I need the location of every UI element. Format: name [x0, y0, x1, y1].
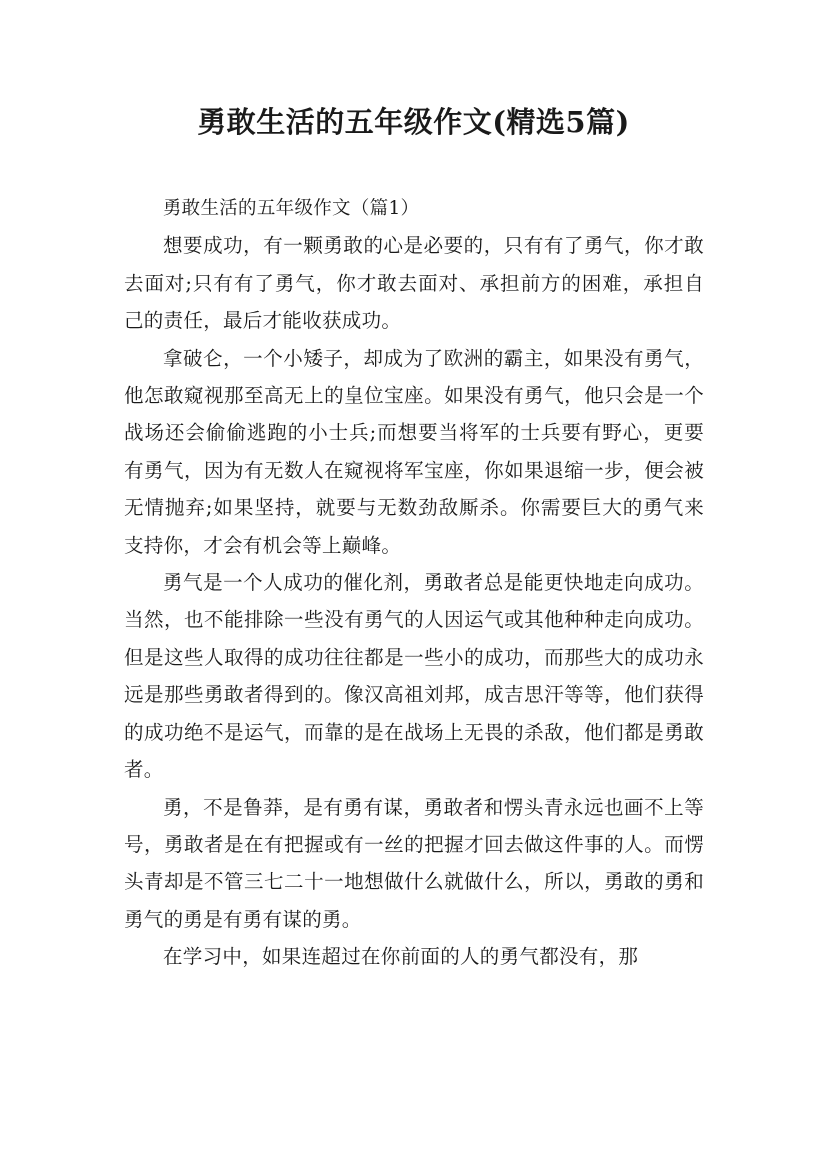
paragraph-1: 想要成功，有一颗勇敢的心是必要的，只有有了勇气，你才敢去面对;只有有了勇气，你才敢去面对、承担前方的困难，承担自己的责任，最后才能收获成功。 [124, 234, 704, 333]
paragraph-4: 勇，不是鲁莽，是有勇有谋，勇敢者和愣头青永远也画不上等号，勇敢者是在有把握或有一丝的把握才回去做这件事的人。而愣头青却是不管三七二十一地想做什么就做什么，所以，勇敢的勇和勇气的勇是有勇有谋的勇。 [124, 795, 704, 931]
section-heading: 勇敢生活的五年级作文（篇1） [162, 198, 420, 219]
document-body [124, 190, 704, 976]
paragraph-3: 勇气是一个人成功的催化剂，勇敢者总是能更快地走向成功。当然，也不能排除一些没有勇气的人因运气或其他种种走向成功。但是这些人取得的成功往往都是一些小的成功，而那些大的成功永远是那些勇敢者得到的。像汉高祖刘邦，成吉思汗等等，他们获得的成功绝不是运气，而靠的是在战场上无畏的杀敌，他们都是勇敢者。 [124, 571, 704, 782]
document-title: 勇敢生活的五年级作文(精选5篇) [197, 105, 630, 139]
paragraph-2: 拿破仑，一个小矮子，却成为了欧洲的霸主，如果没有勇气，他怎敢窥视那至高无上的皇位宝座。如果没有勇气，他只会是一个战场还会偷偷逃跑的小士兵;而想要当将军的士兵要有野心，更要有勇气，因为有无数人在窥视将军宝座，你如果退缩一步，便会被无情抛弃;如果坚持，就要与无数劲敌厮杀。你需要巨大的勇气来支持你，才会有机会等上巅峰。 [124, 346, 704, 557]
paragraph-5: 在学习中，如果连超过在你前面的人的勇气都没有，那 [163, 945, 639, 969]
